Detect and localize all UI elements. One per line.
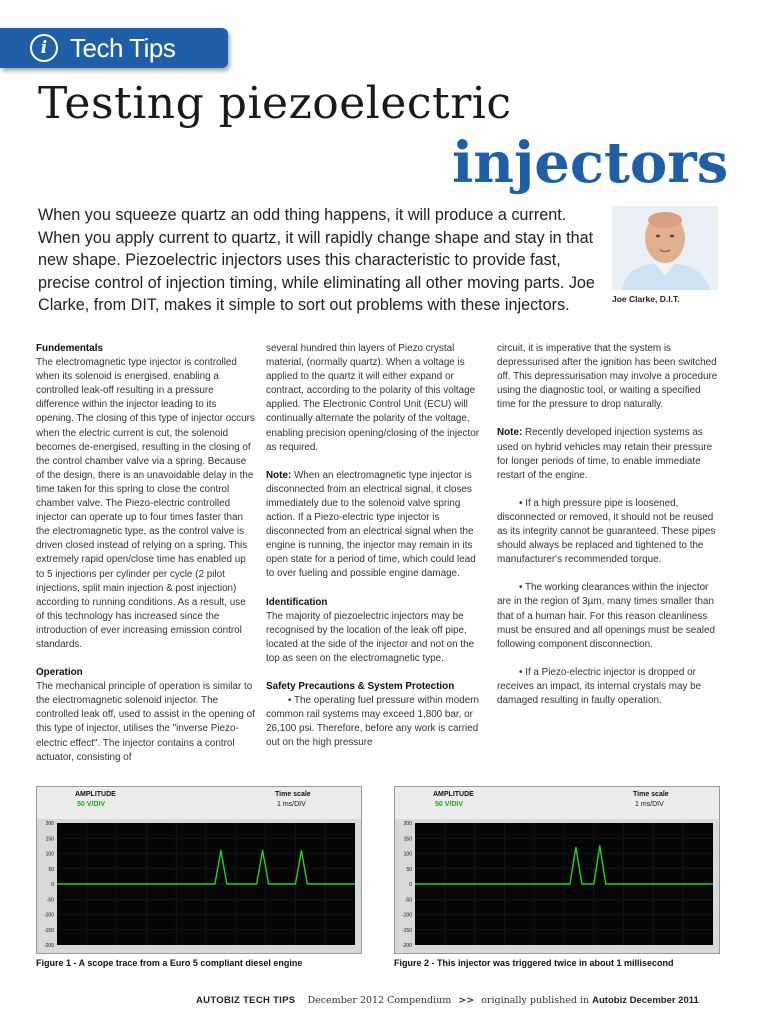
bullet-dropped: • If a Piezo-electric injector is dropped or receives an impact, its internal crystals may be damaged resulting in faulty operation. — [497, 666, 702, 706]
msdiv-value: 1 ms/DIV — [277, 801, 306, 808]
y-tick-label: 100 — [403, 851, 412, 858]
y-tick-label: -50 — [404, 897, 412, 904]
article-column-1 — [36, 342, 256, 779]
footer-brand: AUTOBIZ TECH TIPS — [196, 995, 296, 1006]
heading-identification: Identification — [266, 596, 328, 608]
scope-trace-1 — [37, 819, 363, 955]
y-tick-label: -100 — [401, 912, 412, 919]
y-tick-label: 50 — [406, 866, 412, 873]
figure-2-scope — [394, 786, 720, 954]
paragraph-note-disconnect — [266, 469, 486, 582]
paragraph-identification: The majority of piezoelectric injectors may be recognised by the location of the leak off pipe, located at the side of the injector and not on the top as seen on the electromagnetic type. — [266, 610, 475, 664]
note-text: Recently developed injection systems as used on hybrid vehicles may retain their pressure for longer periods of time, to enable immediate restart of the engine. — [497, 427, 713, 481]
y-tick-label: 0 — [51, 882, 54, 888]
portrait-caption: Joe Clarke, D.I.T. — [612, 294, 680, 304]
y-tick-label: 50 — [48, 866, 54, 873]
y-tick-label: -50 — [46, 897, 54, 904]
figure-2-caption: Figure 2 - This injector was triggered twice in about 1 millisecond — [394, 958, 674, 968]
footer-originally: originally published in — [481, 995, 590, 1006]
scope-trace-2 — [395, 819, 721, 955]
y-tick-label: -150 — [401, 927, 412, 934]
heading-operation: Operation — [36, 667, 83, 679]
y-tick-label: 0 — [409, 882, 412, 888]
y-tick-label: 200 — [403, 821, 412, 827]
title-line-1: Testing piezoelectric — [38, 78, 512, 129]
bullet-fuel-pressure: • The operating fuel pressure within modern common rail systems may exceed 1,800 bar, or 26,100 psi. Therefore, before any work is carried out on the high pressure — [266, 695, 480, 749]
figure-1-caption: Figure 1 - A scope trace from a Euro 5 compliant diesel engine — [36, 958, 303, 968]
y-tick-label: 150 — [403, 836, 412, 843]
paragraph-operation: The mechanical principle of operation is similar to the electromagnetic solenoid injector. The controlled leak off, used to assist in the opening of this type of injector, utilises the "inverse Piezo-electric effect". The injector contains a control actuator, consisting of — [36, 681, 255, 763]
title-line-2: injectors — [452, 130, 729, 196]
y-tick-label: -200 — [43, 943, 54, 949]
portrait-illustration — [612, 206, 718, 290]
y-tick-label: -150 — [43, 927, 54, 934]
amplitude-label: AMPLITUDE — [433, 791, 474, 798]
bullet-clearances: • The working clearances within the injector are in the region of 3µm, many times smaller than that of a human hair. For this reason cleanliness must be ensured and all openings must be sealed following component disconnection. — [497, 582, 715, 650]
paragraph-note-hybrid — [497, 426, 719, 482]
author-portrait — [612, 206, 718, 290]
scope-header — [395, 787, 719, 819]
heading-fundementals: Fundementals — [36, 343, 103, 354]
footer-arrows: >> — [458, 995, 475, 1006]
footer-publication: Autobiz December 2011 — [592, 995, 699, 1006]
y-tick-label: 150 — [45, 836, 54, 843]
msdiv-value: 1 ms/DIV — [635, 801, 664, 808]
bullet-pipe: • If a high pressure pipe is loosened, disconnected or removed, it should not be reused as its integrity cannot be guaranteed. These pipes should always be replaced and tightened to the manufacturer's recommended torque. — [497, 497, 716, 566]
timescale-label: Time scale — [633, 791, 669, 798]
amplitude-label: AMPLITUDE — [75, 791, 116, 798]
info-icon: i — [30, 34, 58, 62]
paragraph-fundementals: The electromagnetic type injector is controlled when its solenoid is energised, enabling a controlled leak-off resulting in a pressure difference within the injector leading to its opening. The closing of this type of injector occurs when the electric current is cut, the solenoid becomes de-energised, resulting in the closing of the control chamber valve via a spring. Because of the design, there is an unavoidable delay in the time taken for this spring to close the control chamber valve. The Piezo-electric controlled injector can operate up to four times faster than the electromagnetic type, as the control valve is driven closed instead of relying on a spring. This extremely rapid open/close time has enabled up to 5 injections per cylinder per cycle (2 pilot injections, split main injection & post injection) according to running conditions. As a result, use of this technology has increased since the introduction of ever increasing emission control standards. — [36, 357, 255, 650]
heading-safety: Safety Precautions & System Protection — [266, 680, 455, 692]
note-label: Note: — [266, 469, 292, 481]
vdiv-value: 50 V/DIV — [435, 801, 464, 808]
note-label: Note: — [497, 427, 523, 439]
y-tick-label: 100 — [45, 851, 54, 858]
timescale-label: Time scale — [275, 791, 311, 798]
y-tick-label: -200 — [401, 943, 412, 949]
paragraph-depressurise: circuit, it is imperative that the system is depressurised after the ignition has been switched off. This depressurisation may involve a procedure using the diagnostic tool, or waiting a specified time for the pressure to drop naturally. — [497, 343, 718, 411]
intro-paragraph: When you squeeze quartz an odd thing happens, it will produce a current. When you apply current to quartz, it will rapidly change shape and stay in that new shape. Piezoelectric injectors uses this characteristic to provide fast, precise control of injection timing, while eliminating all other moving parts. Joe Clarke, from DIT, makes it simple to sort out problems with these injectors. — [38, 206, 595, 314]
scope-header — [37, 787, 361, 819]
page-footer — [196, 995, 736, 1006]
footer-edition: December 2012 Compendium — [307, 995, 452, 1006]
banner-label: Tech Tips — [70, 32, 176, 63]
paragraph-piezo-layers: several hundred thin layers of Piezo crystal material, (normally quartz). When a voltage is applied to the quartz it will either expand or contract, according to the polarity of this voltage applied. The Electronic Control Unit (ECU) will continually alternate the polarity of the voltage, enabling precision opening/closing of the injector as required. — [266, 343, 480, 453]
note-text: When an electromagnetic type injector is disconnected from an electrical signal, it closes immediately due to the solenoid valve spring action. If a Piezo-electric type injector is disconnected from an electrical signal when the engine is running, the injector may remain in its open state for a period of time, which could lead to over fueling and possible engine damage. — [266, 469, 476, 580]
article-column-3 — [497, 342, 719, 722]
tech-tips-banner — [0, 28, 228, 68]
vdiv-value: 50 V/DIV — [77, 801, 106, 808]
figure-1-scope — [36, 786, 362, 954]
y-tick-label: 200 — [45, 821, 54, 827]
y-tick-label: -100 — [43, 912, 54, 919]
article-column-2 — [266, 342, 486, 764]
